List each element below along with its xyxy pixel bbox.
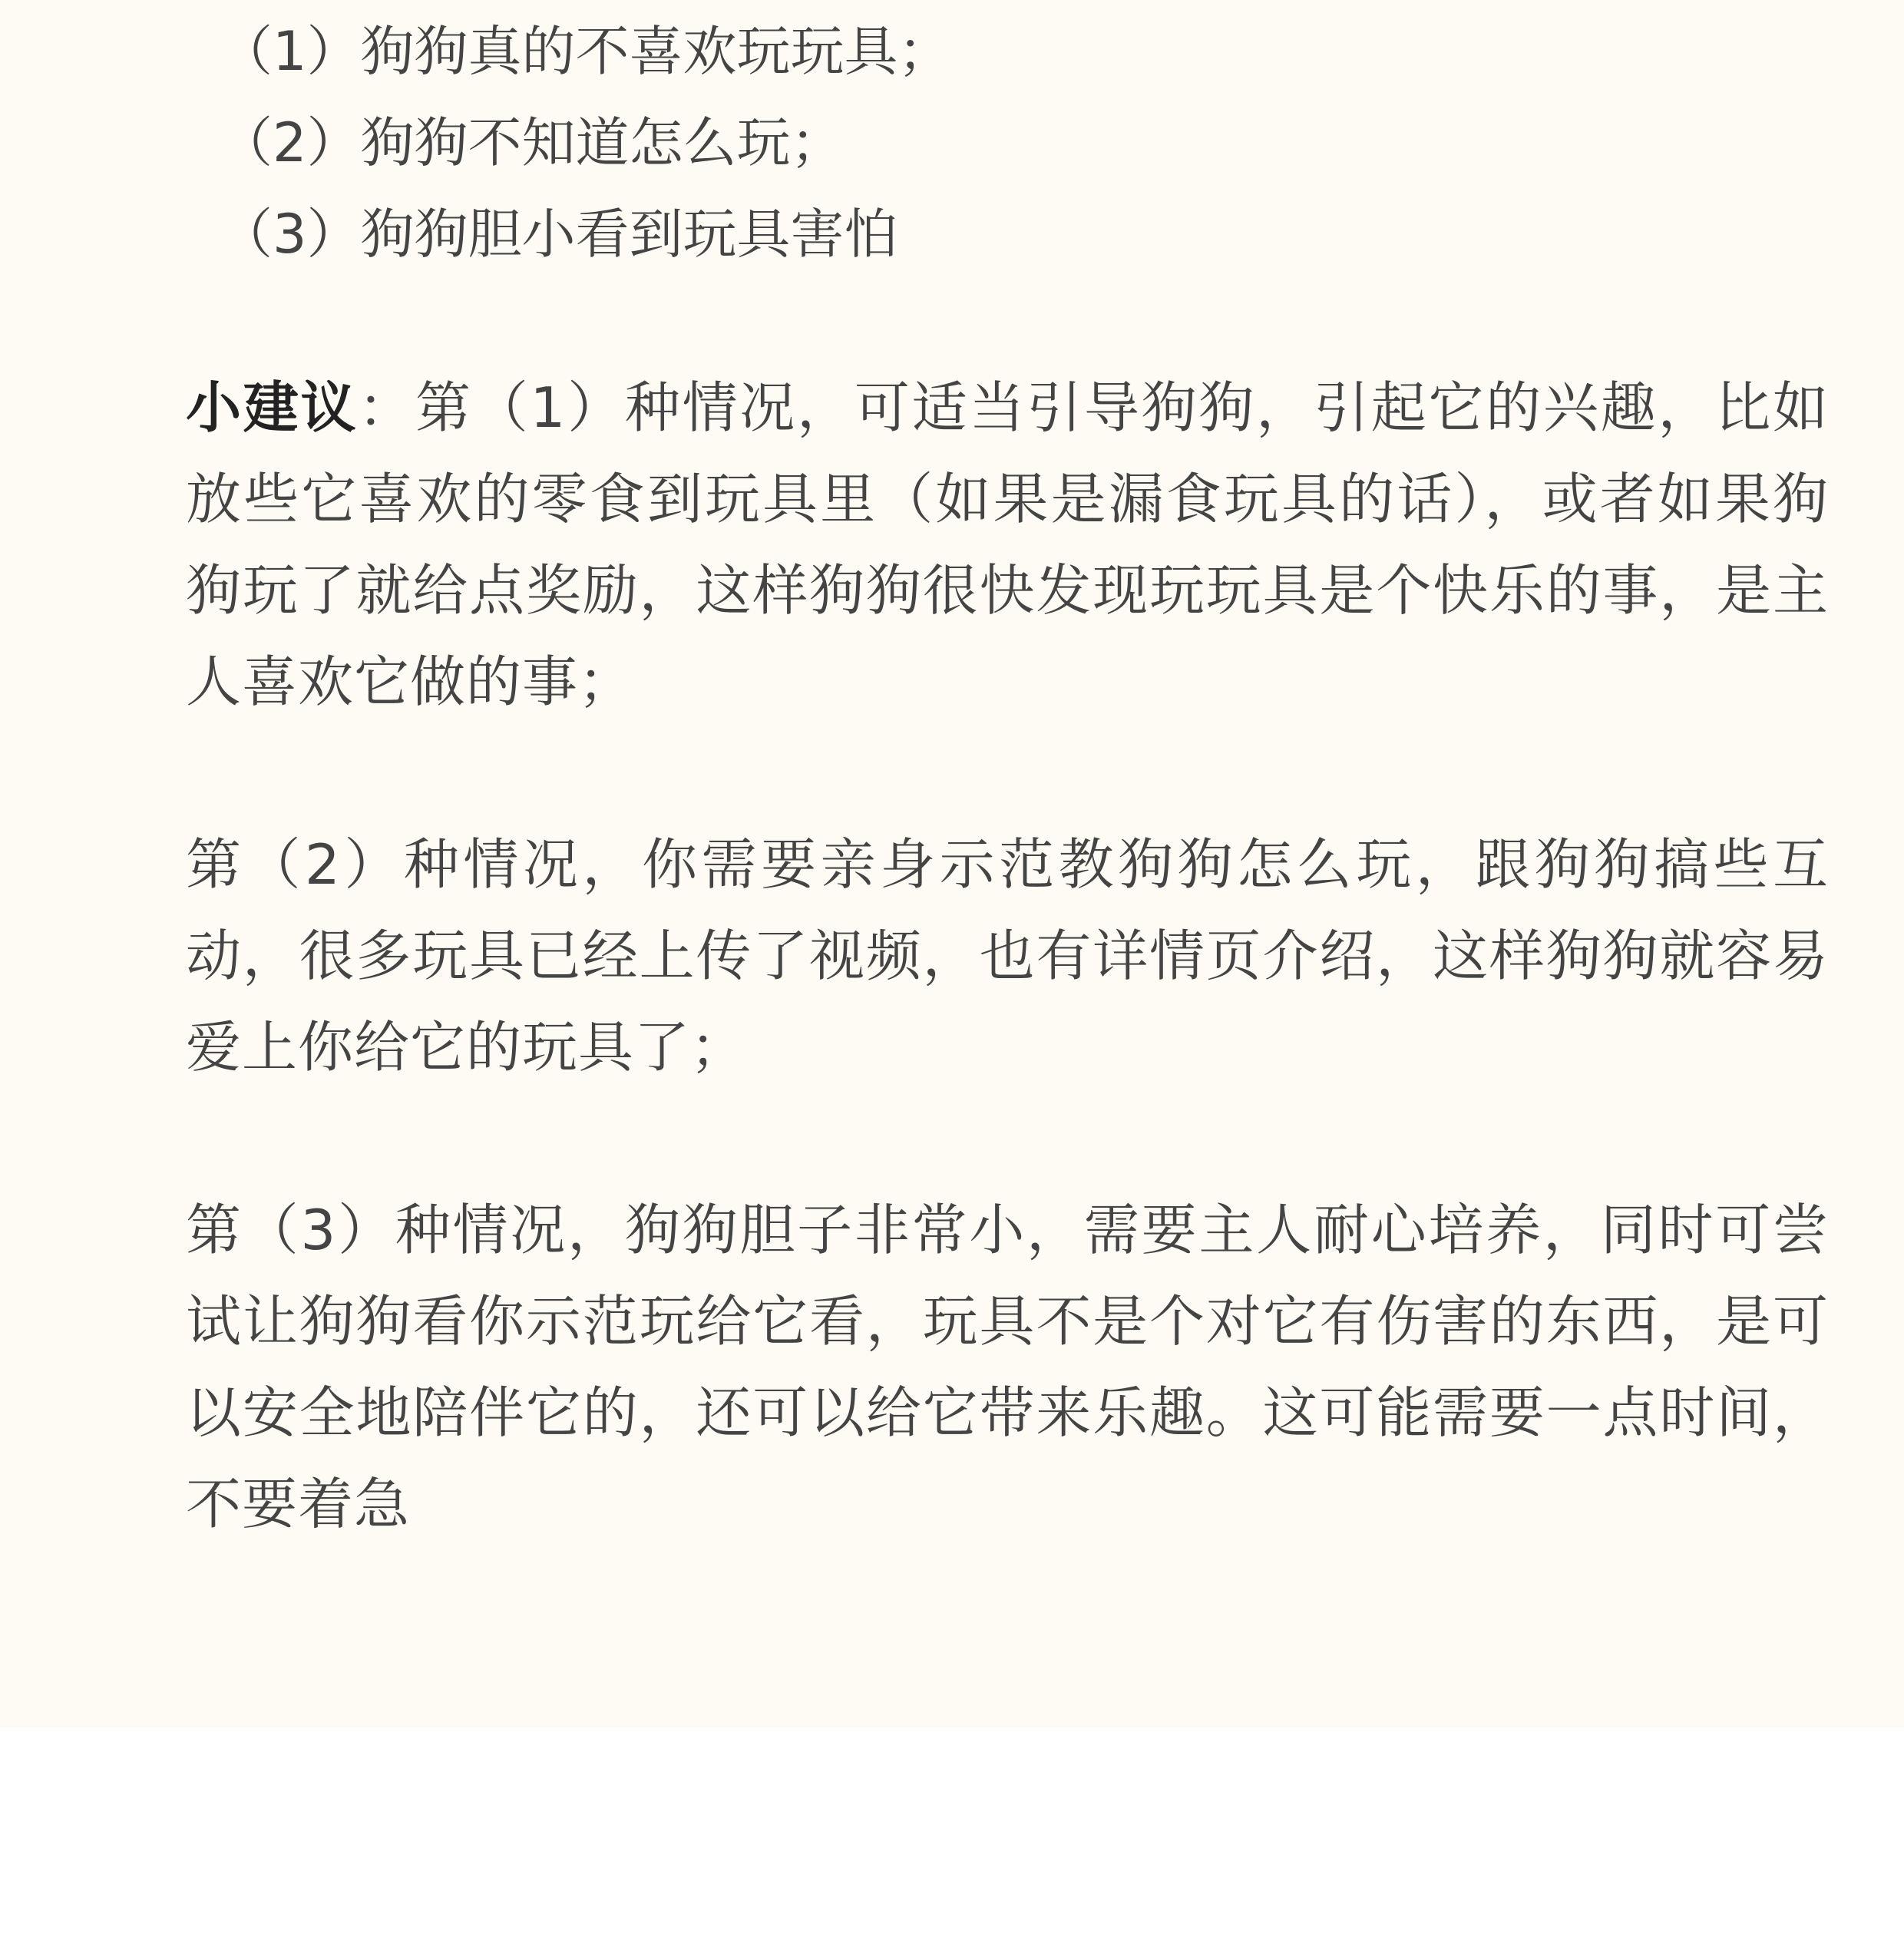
advice-label: 小建议	[186, 375, 359, 440]
reasons-list	[219, 6, 952, 280]
advice-paragraph-case-3	[186, 1185, 1829, 1550]
advice-case-2-text: 第（2）种情况，你需要亲身示范教狗狗怎么玩，跟狗狗搞些互动，很多玩具已经上传了视频，也有详情页介绍，这样狗狗就容易爱上你给它的玩具了；	[186, 832, 1829, 1079]
reason-item-2: （2）狗狗不知道怎么玩；	[219, 111, 845, 174]
advice-case-3-text: 第（3）种情况，狗狗胆子非常小，需要主人耐心培养，同时可尝试让狗狗看你示范玩给它看，玩具不是个对它有伤害的东西，是可以安全地陪伴它的，还可以给它带来乐趣。这可能需要一点时间，不要着急	[186, 1198, 1829, 1536]
reason-item-3: （3）狗狗胆小看到玩具害怕	[219, 203, 898, 266]
reason-item-1: （1）狗狗真的不喜欢玩玩具；	[219, 20, 952, 83]
bottom-blank-area	[0, 1727, 1904, 1944]
advice-case-1-text: 第（1）种情况，可适当引导狗狗，引起它的兴趣，比如放些它喜欢的零食到玩具里（如果是漏食玩具的话），或者如果狗狗玩了就给点奖励，这样狗狗很快发现玩玩具是个快乐的事，是主人喜欢它做的事；	[186, 375, 1829, 714]
advice-paragraph-case-2	[186, 819, 1829, 1093]
advice-label-colon: ：	[358, 375, 416, 440]
advice-paragraph-case-1	[186, 362, 1829, 728]
